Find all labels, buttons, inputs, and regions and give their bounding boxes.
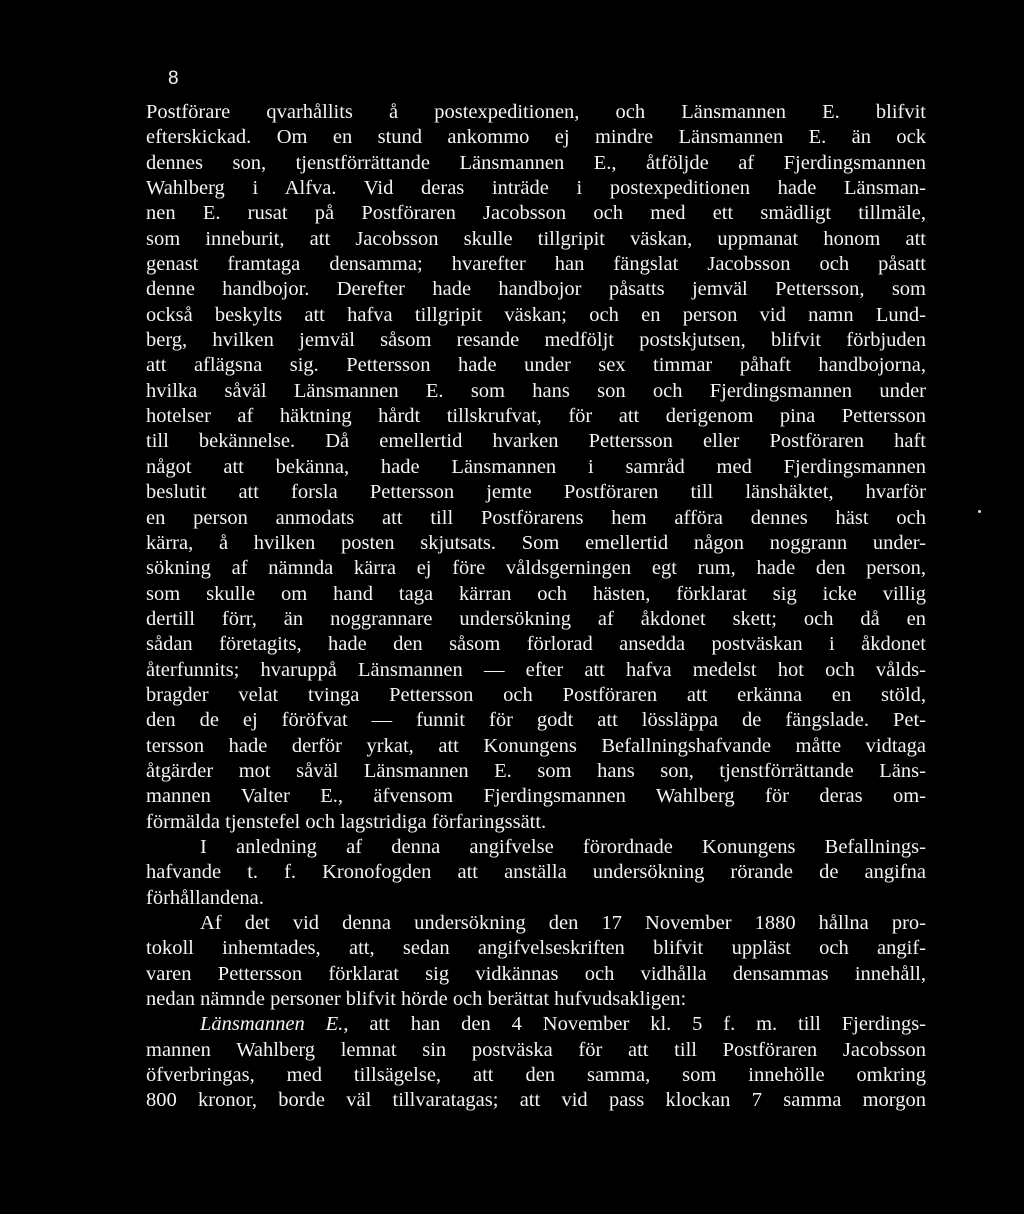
text-line: återfunnits; hvaruppå Länsmannen — efter att hafva medelst hot och vålds- xyxy=(146,658,926,681)
text-line: mannen Valter E., äfvensom Fjerdingsmannen Wahlberg för deras om- xyxy=(146,785,926,808)
text-line: bragder velat tvinga Pettersson och Postföraren att erkänna en stöld, xyxy=(146,683,926,706)
text-line: till bekännelse. Då emellertid hvarken Pettersson eller Postföraren haft xyxy=(146,430,926,453)
text-line-continuation: , att han den 4 November kl. 5 f. m. till Fjerdings- xyxy=(343,1013,926,1036)
text-line: tokoll inhemtades, att, sedan angifvelseskriften blifvit uppläst och angif- xyxy=(146,937,926,960)
scan-speck xyxy=(978,510,981,513)
text-line: tersson hade derför yrkat, att Konungens Befallningshafvande måtte vidtaga xyxy=(146,734,926,757)
text-line: genast framtaga densamma; hvarefter han fängslat Jacobsson och påsatt xyxy=(146,253,926,276)
text-line: Wahlberg i Alfva. Vid deras inträde i postexpeditionen hade Länsman- xyxy=(146,177,926,200)
body-text xyxy=(146,100,926,1114)
text-line: beslutit att forsla Pettersson jemte Postföraren till länshäktet, hvarför xyxy=(146,481,926,504)
text-line: sökning af nämnda kärra ej före våldsgerningen egt rum, hade den person, xyxy=(146,557,926,580)
text-line: denne handbojor. Derefter hade handbojor påsatts jemväl Pettersson, som xyxy=(146,278,926,301)
text-line: förmälda tjenstefel och lagstridiga förfaringssätt. xyxy=(146,810,547,833)
page-number: 8 xyxy=(168,68,179,89)
text-line: hafvande t. f. Kronofogden att anställa undersökning rörande de angifna xyxy=(146,861,926,884)
text-line: något att bekänna, hade Länsmannen i samråd med Fjerdingsmannen xyxy=(146,455,926,478)
text-line: åtgärder mot såväl Länsmannen E. som hans son, tjenstförrättande Läns- xyxy=(146,759,926,782)
text-line: som skulle om hand taga kärran och hästen, förklarat sig icke villig xyxy=(146,582,926,605)
text-line: dennes son, tjenstförrättande Länsmannen E., åtföljde af Fjerdingsmannen xyxy=(146,151,926,174)
text-line: nedan nämnde personer blifvit hörde och berättat hufvudsakligen: xyxy=(146,988,687,1011)
text-line: hvilka såväl Länsmannen E. som hans son och Fjerdingsmannen under xyxy=(146,379,926,402)
text-line: förhållandena. xyxy=(146,886,264,909)
italic-name: Länsmannen E. xyxy=(200,1013,344,1036)
text-line: 800 kronor, borde väl tillvaratagas; att vid pass klockan 7 samma morgon xyxy=(146,1089,926,1112)
text-line: nen E. rusat på Postföraren Jacobsson och med ett smädligt tillmäle, xyxy=(146,202,926,225)
text-line: dertill förr, än noggrannare undersökning af åkdonet skett; och då en xyxy=(146,607,926,630)
text-line: varen Pettersson förklarat sig vidkännas och vidhålla densammas innehåll, xyxy=(146,962,926,985)
text-line: den de ej föröfvat — funnit för godt att lössläppa de fängslade. Pet- xyxy=(146,709,926,732)
text-line: sådan företagits, hade den såsom förlorad ansedda postväskan i åkdonet xyxy=(146,633,926,656)
text-line xyxy=(146,1012,926,1037)
text-line: berg, hvilken jemväl såsom resande medföljt postskjutsen, blifvit förbjuden xyxy=(146,329,926,352)
text-line: mannen Wahlberg lemnat sin postväska för att till Postföraren Jacobsson xyxy=(146,1038,926,1061)
text-line: också beskylts att hafva tillgripit väskan; och en person vid namn Lund- xyxy=(146,303,926,326)
text-line: att aflägsna sig. Pettersson hade under sex timmar påhaft handbojorna, xyxy=(146,354,926,377)
text-line: kärra, å hvilken posten skjutsats. Som emellertid någon noggrann under- xyxy=(146,531,926,554)
text-line: Af det vid denna undersökning den 17 November 1880 hållna pro- xyxy=(200,912,926,934)
text-line: efterskickad. Om en stund ankommo ej mindre Länsmannen E. än ock xyxy=(146,126,926,149)
text-line: som inneburit, att Jacobsson skulle tillgripit väskan, uppmanat honom att xyxy=(146,227,926,250)
text-line: en person anmodats att till Postförarens hem afföra dennes häst och xyxy=(146,506,926,529)
text-line: I anledning af denna angifvelse förordnade Konungens Befallnings- xyxy=(200,835,926,858)
text-line: Postförare qvarhållits å postexpeditionen, och Länsmannen E. blifvit xyxy=(146,101,926,123)
text-line: öfverbringas, med tillsägelse, att den samma, som innehölle omkring xyxy=(146,1064,926,1087)
text-line: hotelser af häktning hårdt tillskrufvat, för att derigenom pina Pettersson xyxy=(146,405,926,428)
